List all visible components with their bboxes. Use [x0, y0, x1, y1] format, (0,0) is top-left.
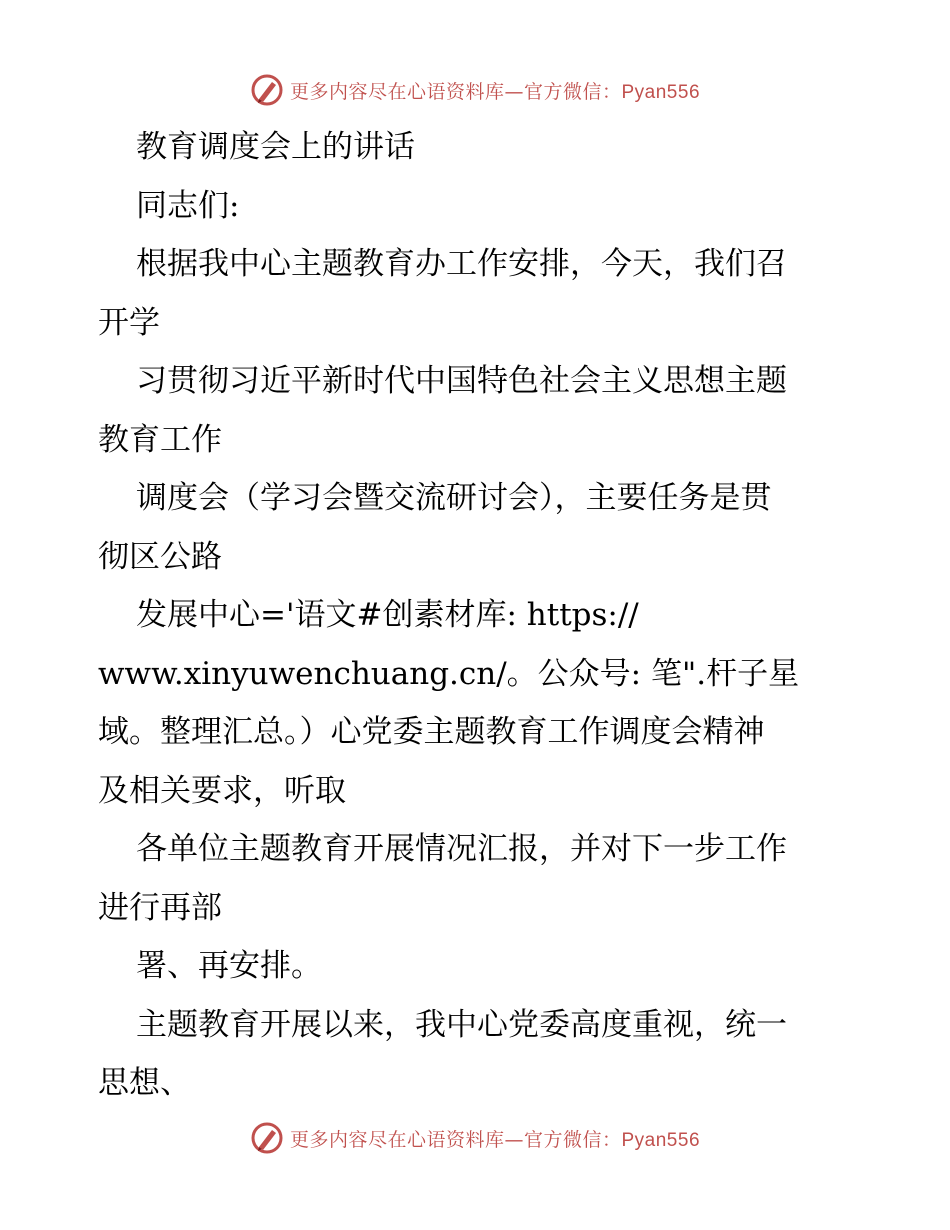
- text-line: 习贯彻习近平新时代中国特色社会主义思想主题: [136, 363, 787, 399]
- text-line: 思想、: [98, 1065, 191, 1101]
- text-line: 教育工作: [98, 421, 222, 458]
- footer-watermark: [0, 1118, 950, 1158]
- text-line: 彻区公路: [98, 538, 222, 575]
- text-line: www.xinyuwenchuang.cn/。公众号: 笔".杆子星: [98, 655, 800, 692]
- text-line: 进行再部: [98, 889, 222, 926]
- text-line: 署、再安排。: [136, 948, 322, 984]
- text-line: 及相关要求，听取: [98, 772, 346, 809]
- pen-logo-icon: [250, 1121, 284, 1155]
- header-watermark: [0, 70, 950, 110]
- text-line: 根据我中心主题教育办工作安排，今天，我们召: [136, 246, 787, 282]
- text-line: 各单位主题教育开展情况汇报，并对下一步工作: [136, 831, 787, 867]
- text-line: 教育调度会上的讲话: [136, 129, 415, 165]
- pen-logo-icon: [250, 73, 284, 107]
- document-body: [98, 118, 858, 1113]
- text-line: 同志们:: [136, 187, 240, 224]
- text-line: 主题教育开展以来，我中心党委高度重视，统一: [136, 1006, 787, 1043]
- text-line: 调度会（学习会暨交流研讨会），主要任务是贯: [136, 480, 772, 516]
- text-line: 开学: [98, 304, 160, 341]
- text-line: 域。整理汇总。）心党委主题教育工作调度会精神: [98, 714, 765, 750]
- watermark-text: 更多内容尽在心语资料库—官方微信：Pyan556: [289, 1128, 701, 1151]
- text-line: 发展中心='语文#创素材库: https://: [136, 597, 639, 633]
- watermark-text: 更多内容尽在心语资料库—官方微信：Pyan556: [289, 80, 701, 103]
